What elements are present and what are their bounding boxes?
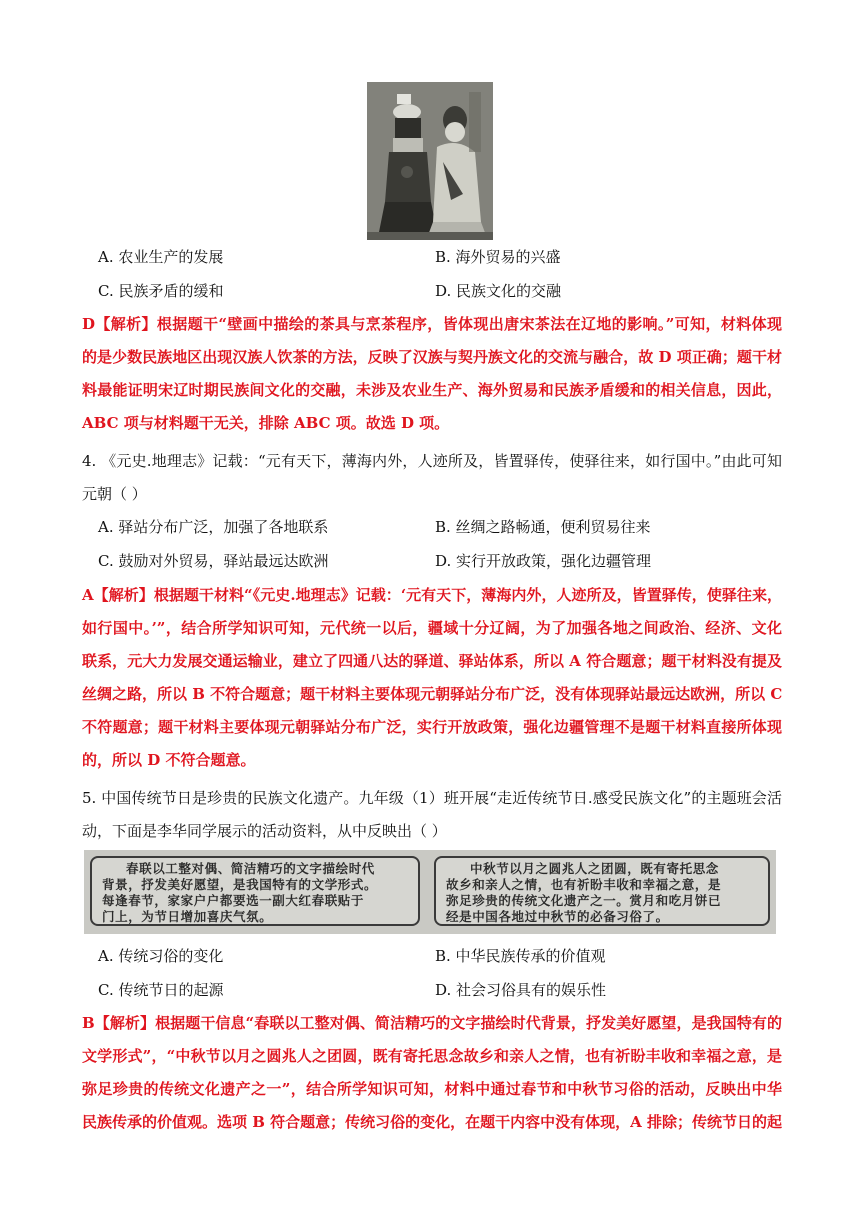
q5-explanation-line: B【解析】根据题干信息“春联以工整对偶、简洁精巧的文字描绘时代背景，抒发美好愿望，是我国特有的 bbox=[82, 1014, 782, 1032]
q4-explanation-line: 不符题意；题干材料主要体现元朝驿站分布广泛，实行开放政策，强化边疆管理不是题干材料直接所体现 bbox=[82, 718, 782, 736]
q5-options-row-2 bbox=[98, 978, 798, 1002]
q4-stem bbox=[82, 445, 782, 511]
q3-option-b: B. 海外贸易的兴盛 bbox=[435, 248, 561, 266]
q3-options-row-1 bbox=[98, 245, 798, 269]
q5-explanation-line: 文学形式”，“中秋节以月之圆兆人之团圆，既有寄托思念故乡和亲人之情，也有祈盼丰收和幸福之意，是 bbox=[82, 1047, 782, 1065]
spring-couplet-panel bbox=[90, 856, 420, 926]
q5-option-a: A. 传统习俗的变化 bbox=[98, 947, 224, 965]
q4-explanation bbox=[82, 579, 782, 777]
q3-option-a: A. 农业生产的发展 bbox=[98, 248, 224, 266]
q4-option-d: D. 实行开放政策，强化边疆管理 bbox=[435, 552, 652, 570]
tea-mural-image bbox=[367, 82, 493, 240]
q4-explanation-line: 如行国中。’”，结合所学知识可知，元代统一以后，疆域十分辽阔，为了加强各地之间政治、经济、文化 bbox=[82, 619, 782, 637]
q5-stem bbox=[82, 782, 782, 848]
q5-explanation bbox=[82, 1007, 782, 1139]
material-line: 中秋节以月之圆兆人之团圆，既有寄托思念 bbox=[470, 861, 719, 876]
material-line: 背景，抒发美好愿望，是我国特有的文学形式。 bbox=[102, 877, 378, 892]
material-line: 春联以工整对偶、简洁精巧的文字描绘时代 bbox=[126, 861, 375, 876]
q4-explanation-line: 丝绸之路，所以 B 不符合题意；题干材料主要体现元朝驿站分布广泛，没有体现驿站最远达欧洲，所以 C bbox=[82, 685, 783, 703]
q5-options-row-1 bbox=[98, 944, 798, 968]
q3-explanation-line: 料最能证明宋辽时期民族间文化的交融，未涉及农业生产、海外贸易和民族矛盾缓和的相关信息，因此， bbox=[82, 381, 782, 399]
festival-material-image bbox=[84, 850, 776, 934]
q4-explanation-line: 联系，元大力发展交通运输业，建立了四通八达的驿道、驿站体系，所以 A 符合题意；题干材料没有提及 bbox=[82, 652, 782, 670]
q4-option-c: C. 鼓励对外贸易，驿站最远达欧洲 bbox=[98, 552, 329, 570]
q5-stem-line: 动，下面是李华同学展示的活动资料，从中反映出（ ） bbox=[82, 822, 447, 840]
mid-autumn-panel bbox=[434, 856, 770, 926]
q5-option-b: B. 中华民族传承的价值观 bbox=[435, 947, 606, 965]
material-line: 门上，为节日增加喜庆气氛。 bbox=[102, 909, 273, 924]
q3-explanation-line: D【解析】根据题干“壁画中描绘的茶具与烹茶程序，皆体现出唐宋茶法在辽地的影响。”可知，材料体现 bbox=[82, 315, 782, 333]
q4-stem-line: 元朝（ ） bbox=[82, 485, 147, 503]
q4-options-row-2 bbox=[98, 549, 798, 573]
q5-explanation-line: 弥足珍贵的传统文化遗产之一”，结合所学知识可知，材料中通过春节和中秋节习俗的活动，反映出中华 bbox=[82, 1080, 782, 1098]
q5-stem-line: 5. 中国传统节日是珍贵的民族文化遗产。九年级（1）班开展“走近传统节日.感受民族文化”的主题班会活 bbox=[82, 789, 782, 807]
q5-option-c: C. 传统节日的起源 bbox=[98, 981, 224, 999]
q5-explanation-line: 民族传承的价值观。选项 B 符合题意；传统习俗的变化，在题干内容中没有体现，A 排除；传统节日的起 bbox=[82, 1113, 782, 1131]
q4-option-a: A. 驿站分布广泛，加强了各地联系 bbox=[98, 518, 329, 536]
q3-explanation-line: ABC 项与材料题干无关，排除 ABC 项。故选 D 项。 bbox=[82, 414, 450, 432]
material-line: 经是中国各地过中秋节的必备习俗了。 bbox=[446, 909, 669, 924]
q3-option-c: C. 民族矛盾的缓和 bbox=[98, 282, 224, 300]
q5-option-d: D. 社会习俗具有的娱乐性 bbox=[435, 981, 607, 999]
q4-options-row-1 bbox=[98, 515, 798, 539]
material-line: 每逢春节，家家户户都要选一副大红春联贴于 bbox=[102, 893, 365, 908]
q4-explanation-line: A【解析】根据题干材料“《元史.地理志》记载：‘元有天下，薄海内外，人迹所及，皆置驿传，使驿往来， bbox=[82, 586, 782, 604]
q3-explanation bbox=[82, 308, 782, 440]
q3-explanation-line: 的是少数民族地区出现汉族人饮茶的方法，反映了汉族与契丹族文化的交流与融合，故 D 项正确；题干材 bbox=[82, 348, 782, 366]
q3-options-row-2 bbox=[98, 279, 798, 303]
q4-option-b: B. 丝绸之路畅通，便利贸易往来 bbox=[435, 518, 651, 536]
material-line: 弥足珍贵的传统文化遗产之一。赏月和吃月饼已 bbox=[446, 893, 722, 908]
material-line: 故乡和亲人之情，也有祈盼丰收和幸福之意，是 bbox=[446, 877, 722, 892]
q3-option-d: D. 民族文化的交融 bbox=[435, 282, 562, 300]
q4-stem-line: 4. 《元史.地理志》记载：“元有天下，薄海内外，人迹所及，皆置驿传，使驿往来，如行国中。”由此可知 bbox=[82, 452, 782, 470]
q4-explanation-line: 的，所以 D 不符合题意。 bbox=[82, 751, 256, 769]
